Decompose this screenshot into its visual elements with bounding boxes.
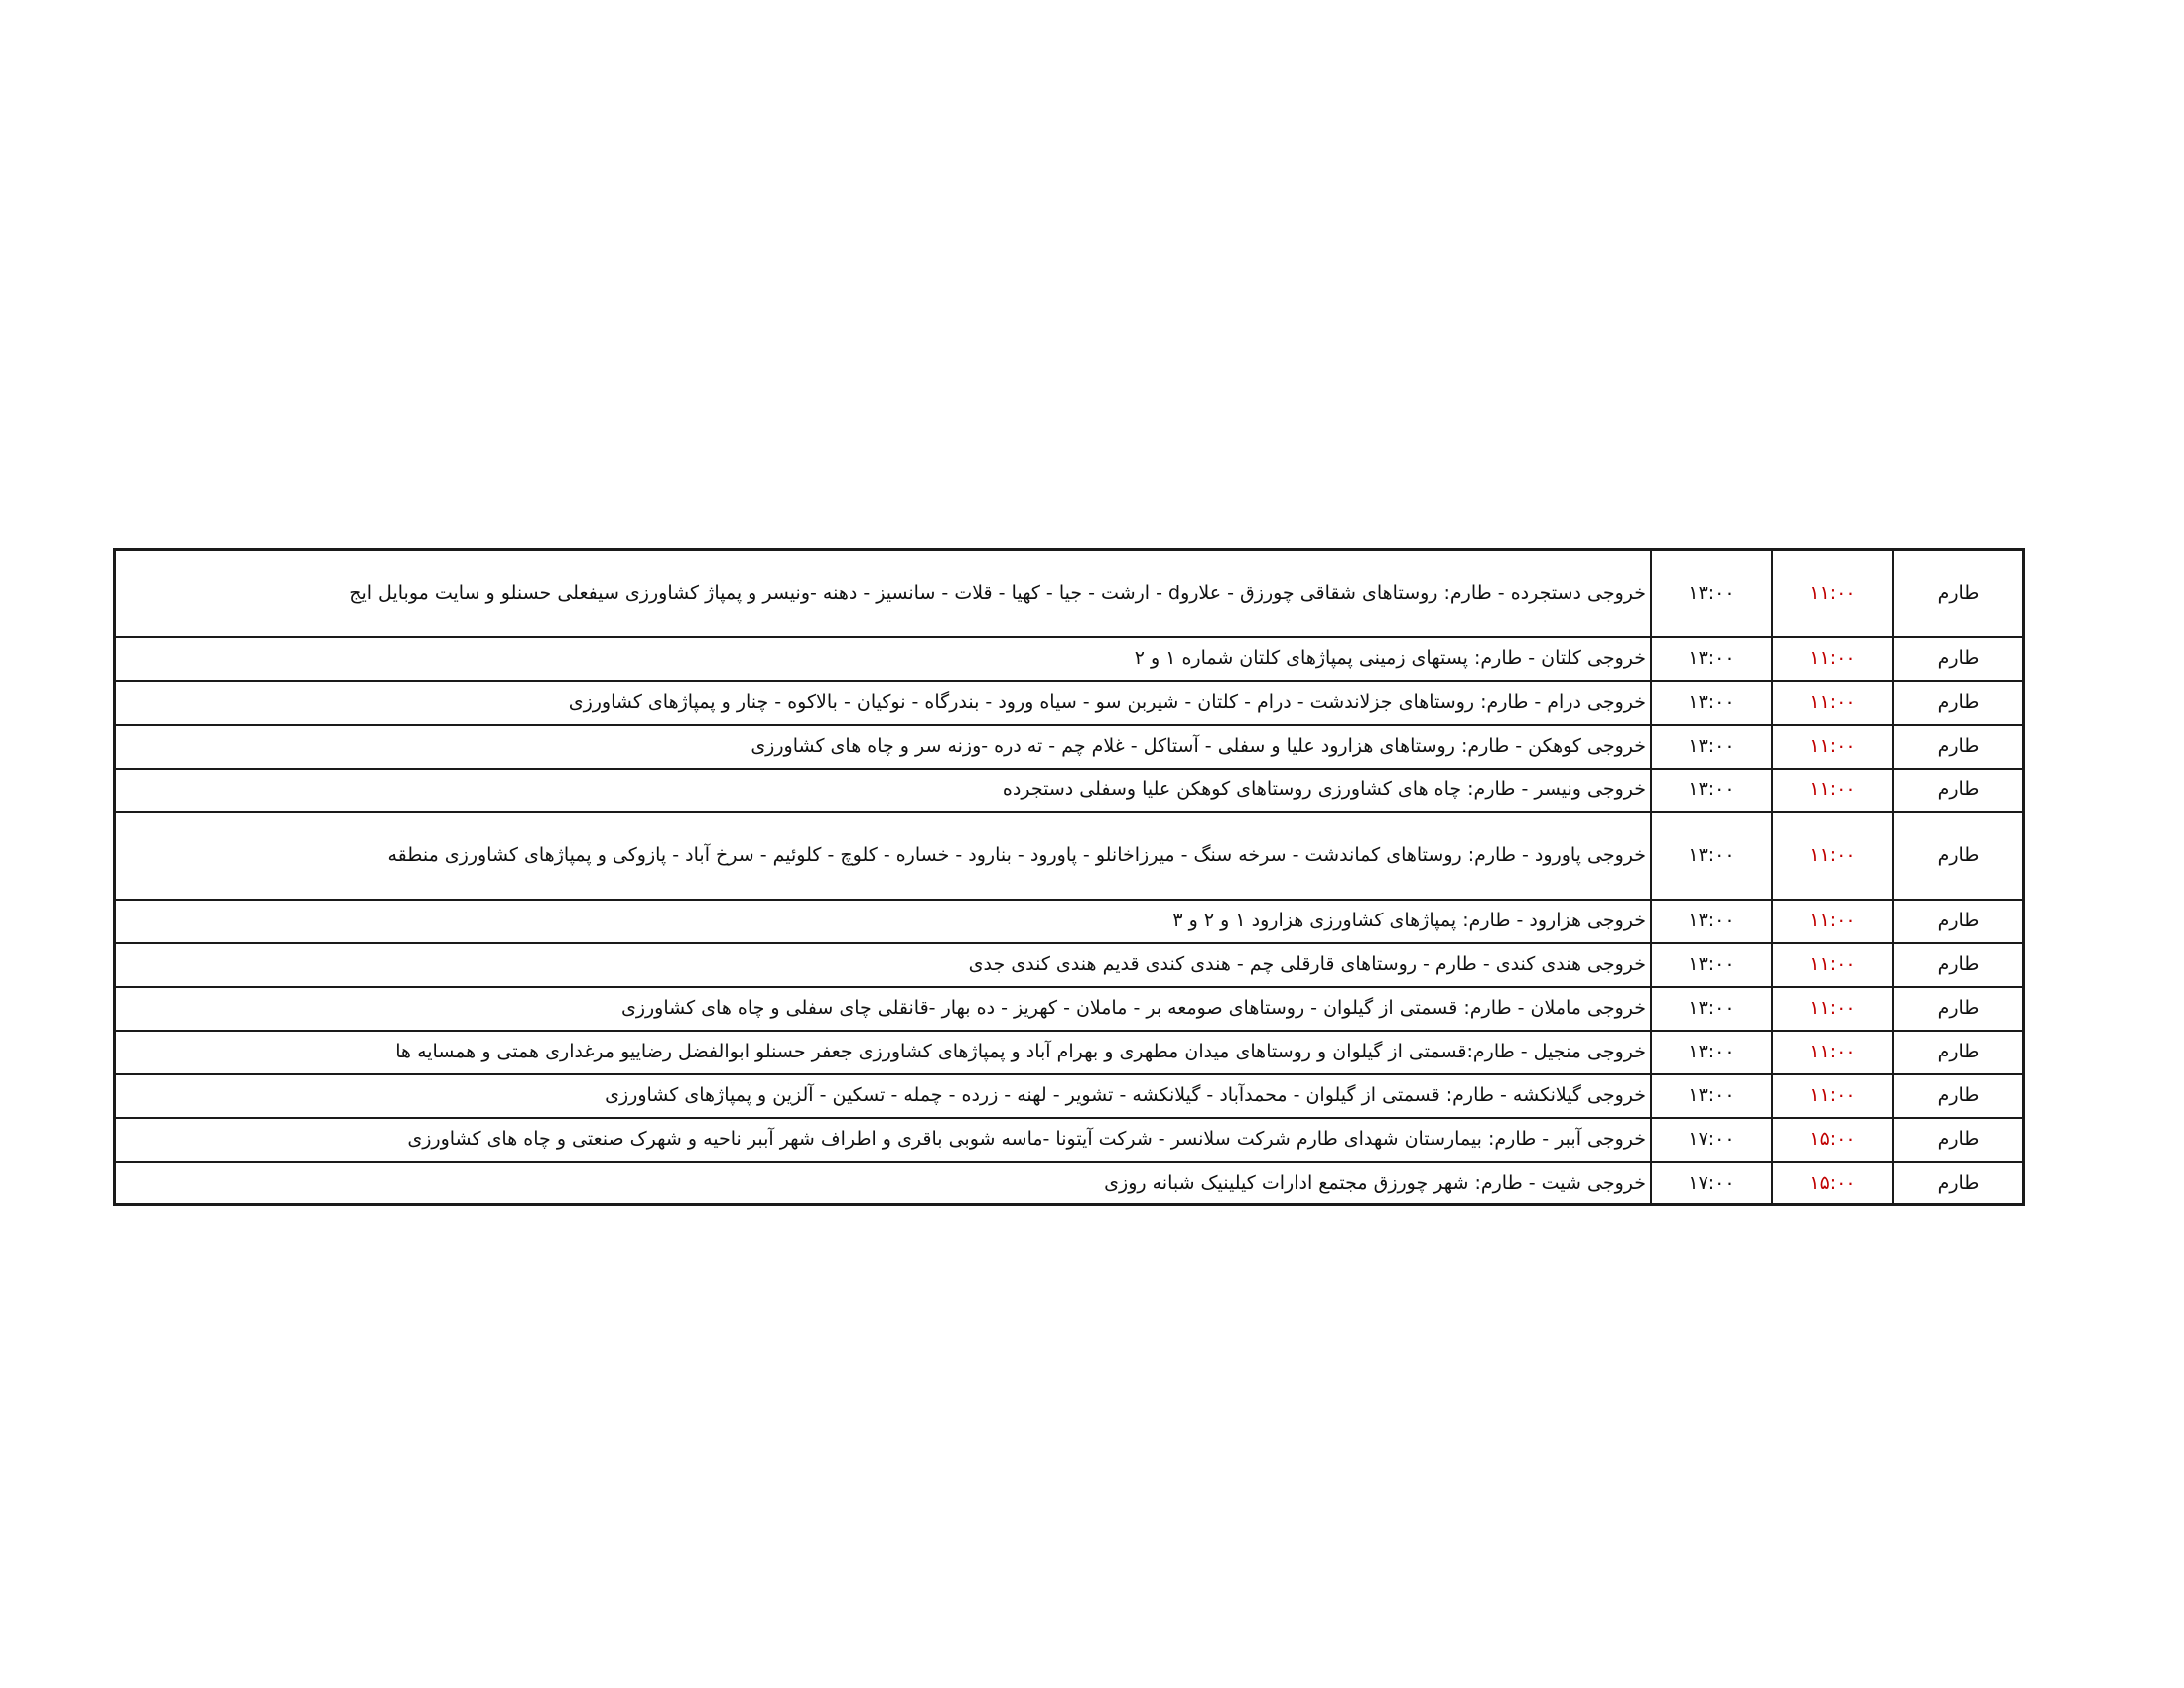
description-cell: خروجی پاورود - طارم: روستاهای کماندشت - سرخه سنگ - میرزاخانلو - پاورود - بنارود - خساره - کلوچ - کلوئیم - سرخ آباد - پازوکی و پمپاژهای کشاورزی منطقه <box>115 812 1652 900</box>
city-cell: طارم <box>1893 681 2024 725</box>
table-row <box>115 900 2024 943</box>
table-row <box>115 812 2024 900</box>
table-row <box>115 550 2024 637</box>
description-cell: خروجی درام - طارم: روستاهای جزلاندشت - درام - کلتان - شیربن سو - سیاه ورود - بندرگاه - نوکیان - بالاکوه - چنار و پمپاژهای کشاورزی <box>115 681 1652 725</box>
city-cell: طارم <box>1893 812 2024 900</box>
start-time-cell: ۱۱:۰۰ <box>1772 900 1893 943</box>
table-row <box>115 943 2024 987</box>
city-cell: طارم <box>1893 1118 2024 1162</box>
end-time-cell: ۱۳:۰۰ <box>1651 681 1772 725</box>
end-time-cell: ۱۳:۰۰ <box>1651 1074 1772 1118</box>
start-time-cell: ۱۱:۰۰ <box>1772 1031 1893 1074</box>
table-row <box>115 1162 2024 1205</box>
start-time-cell: ۱۱:۰۰ <box>1772 943 1893 987</box>
end-time-cell: ۱۳:۰۰ <box>1651 769 1772 812</box>
city-cell: طارم <box>1893 1074 2024 1118</box>
city-cell: طارم <box>1893 900 2024 943</box>
city-cell: طارم <box>1893 769 2024 812</box>
end-time-cell: ۱۷:۰۰ <box>1651 1118 1772 1162</box>
start-time-cell: ۱۱:۰۰ <box>1772 725 1893 769</box>
description-cell: خروجی ونیسر - طارم: چاه های کشاورزی روستاهای کوهکن علیا وسفلی دستجرده <box>115 769 1652 812</box>
end-time-cell: ۱۳:۰۰ <box>1651 943 1772 987</box>
end-time-cell: ۱۳:۰۰ <box>1651 900 1772 943</box>
start-time-cell: ۱۱:۰۰ <box>1772 681 1893 725</box>
end-time-cell: ۱۳:۰۰ <box>1651 1031 1772 1074</box>
description-cell: خروجی کوهکن - طارم: روستاهای هزارود علیا و سفلی - آستاکل - غلام چم - ته دره -وزنه سر و چاه های کشاورزی <box>115 725 1652 769</box>
description-cell: خروجی شیت - طارم: شهر چورزق مجتمع ادارات کیلینیک شبانه روزی <box>115 1162 1652 1205</box>
table-row <box>115 1031 2024 1074</box>
city-cell: طارم <box>1893 1162 2024 1205</box>
start-time-cell: ۱۱:۰۰ <box>1772 1074 1893 1118</box>
description-cell: خروجی آببر - طارم: بیمارستان شهدای طارم شرکت سلانسر - شرکت آیتونا -ماسه شوبی باقری و اطراف شهر آببر ناحیه و شهرک صنعتی و چاه های کشاورزی <box>115 1118 1652 1162</box>
start-time-cell: ۱۱:۰۰ <box>1772 637 1893 681</box>
table-row <box>115 725 2024 769</box>
table-row <box>115 681 2024 725</box>
end-time-cell: ۱۳:۰۰ <box>1651 725 1772 769</box>
start-time-cell: ۱۱:۰۰ <box>1772 812 1893 900</box>
start-time-cell: ۱۱:۰۰ <box>1772 769 1893 812</box>
city-cell: طارم <box>1893 637 2024 681</box>
outage-schedule-table <box>113 548 2025 1206</box>
schedule-body <box>115 550 2024 1205</box>
city-cell: طارم <box>1893 987 2024 1031</box>
table-row <box>115 987 2024 1031</box>
description-cell: خروجی کلتان - طارم: پستهای زمینی پمپاژهای کلتان شماره ۱ و ۲ <box>115 637 1652 681</box>
end-time-cell: ۱۳:۰۰ <box>1651 987 1772 1031</box>
description-cell: خروجی گیلانکشه - طارم: قسمتی از گیلوان - محمدآباد - گیلانکشه - تشویر - لهنه - زرده - چمله - تسکین - آلزین و پمپاژهای کشاورزی <box>115 1074 1652 1118</box>
description-cell: خروجی دستجرده - طارم: روستاهای شقاقی چورزق - علاروd - ارشت - جیا - کهیا - قلات - سانسیز - دهنه -ونیسر و پمپاژ کشاورزی سیفعلی حسنلو و سایت موبایل ایج <box>115 550 1652 637</box>
end-time-cell: ۱۷:۰۰ <box>1651 1162 1772 1205</box>
start-time-cell: ۱۱:۰۰ <box>1772 987 1893 1031</box>
start-time-cell: ۱۱:۰۰ <box>1772 550 1893 637</box>
city-cell: طارم <box>1893 725 2024 769</box>
description-cell: خروجی هندی کندی - طارم - روستاهای قارقلی چم - هندی کندی قدیم هندی کندی جدی <box>115 943 1652 987</box>
table-row <box>115 1118 2024 1162</box>
city-cell: طارم <box>1893 943 2024 987</box>
city-cell: طارم <box>1893 1031 2024 1074</box>
description-cell: خروجی منجیل - طارم:قسمتی از گیلوان و روستاهای میدان مطهری و بهرام آباد و پمپاژهای کشاورزی جعفر حسنلو ابوالفضل رضاییو مرغداری همتی و همسایه ها <box>115 1031 1652 1074</box>
end-time-cell: ۱۳:۰۰ <box>1651 637 1772 681</box>
table-row <box>115 769 2024 812</box>
start-time-cell: ۱۵:۰۰ <box>1772 1162 1893 1205</box>
table-row <box>115 637 2024 681</box>
end-time-cell: ۱۳:۰۰ <box>1651 812 1772 900</box>
start-time-cell: ۱۵:۰۰ <box>1772 1118 1893 1162</box>
city-cell: طارم <box>1893 550 2024 637</box>
end-time-cell: ۱۳:۰۰ <box>1651 550 1772 637</box>
description-cell: خروجی ماملان - طارم: قسمتی از گیلوان - روستاهای صومعه بر - ماملان - کهریز - ده بهار -قانقلی چای سفلی و چاه های کشاورزی <box>115 987 1652 1031</box>
description-cell: خروجی هزارود - طارم: پمپاژهای کشاورزی هزارود ۱ و ۲ و ۳ <box>115 900 1652 943</box>
table-row <box>115 1074 2024 1118</box>
